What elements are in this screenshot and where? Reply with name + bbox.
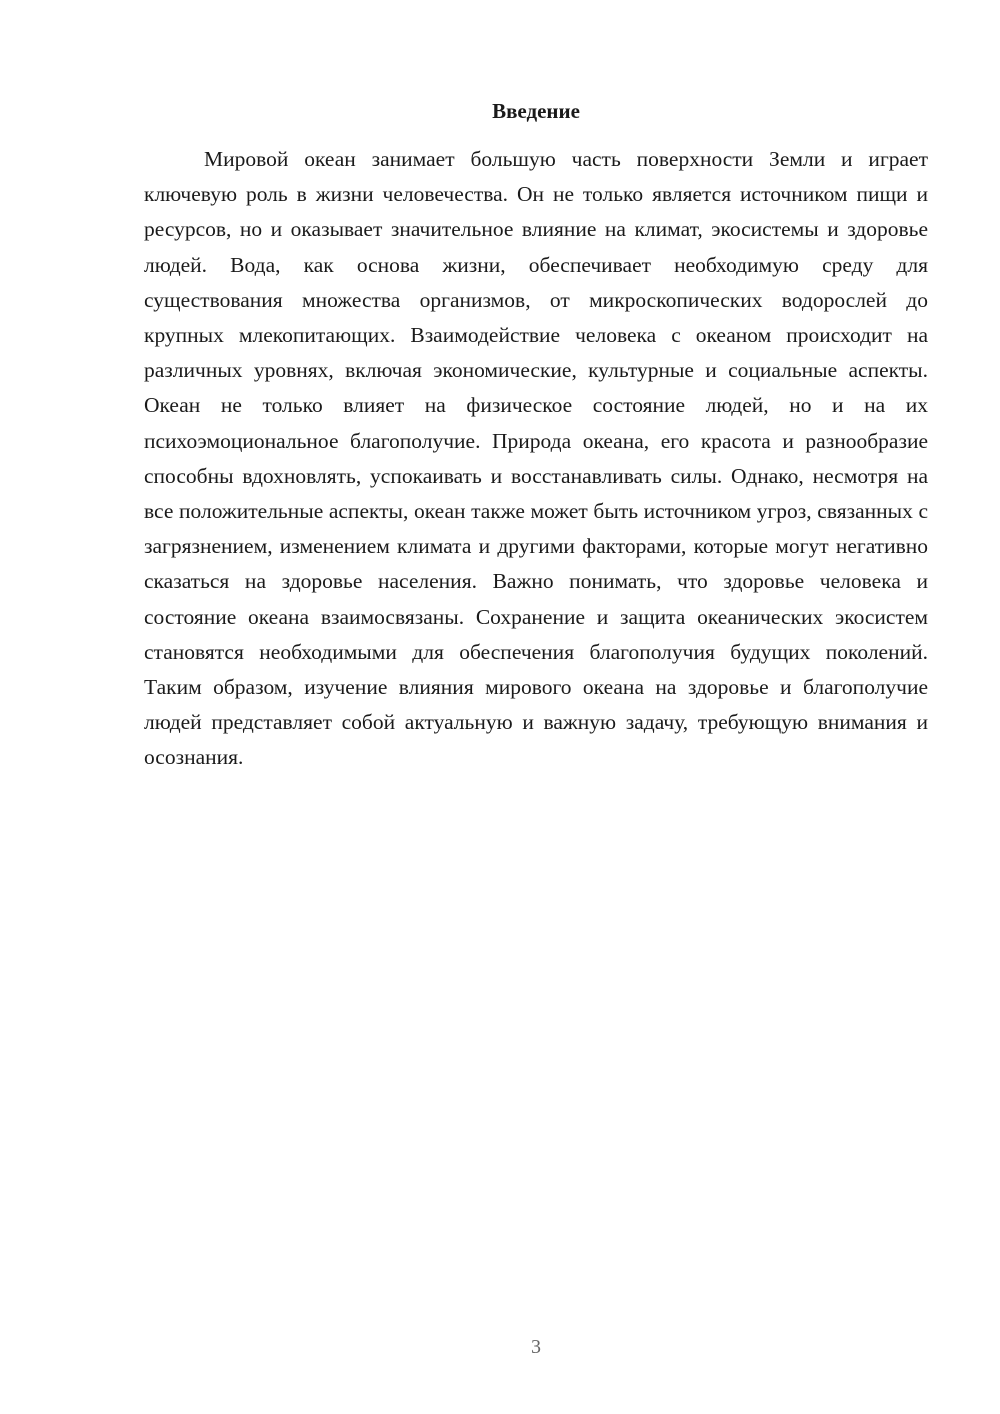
introduction-paragraph: Мировой океан занимает большую часть поверхности Земли и играет ключевую роль в жизни человечества. Он не только является источником пищи и ресурсов, но и оказывает значительное влияние на климат, экосистемы и здоровье людей. Вода, как основа жизни, обеспечивает необходимую среду для существования множества организмов, от микроскопических водорослей до крупных млекопитающих. Взаимодействие человека с океаном происходит на различных уровнях, включая экономические, культурные и социальные аспекты. Океан не только влияет на физическое состояние людей, но и на их психоэмоциональное благополучие. Природа океана, его красота и разнообразие способны вдохновлять, успокаивать и восстанавливать силы. Однако, несмотря на все положительные аспекты, океан также может быть источником угроз, связанных с загрязнением, изменением климата и другими факторами, которые могут негативно сказаться на здоровье населения. Важно понимать, что здоровье человека и состояние океана взаимосвязаны. Сохранение и защита океанических экосистем становятся необходимыми для обеспечения благополучия будущих поколений. Таким образом, изучение влияния мирового океана на здоровье и благополучие людей представляет собой актуальную и важную задачу, требующую внимания и осознания. — [144, 147, 928, 770]
page-number: 3 — [531, 1336, 541, 1358]
section-heading: Введение — [492, 99, 580, 123]
